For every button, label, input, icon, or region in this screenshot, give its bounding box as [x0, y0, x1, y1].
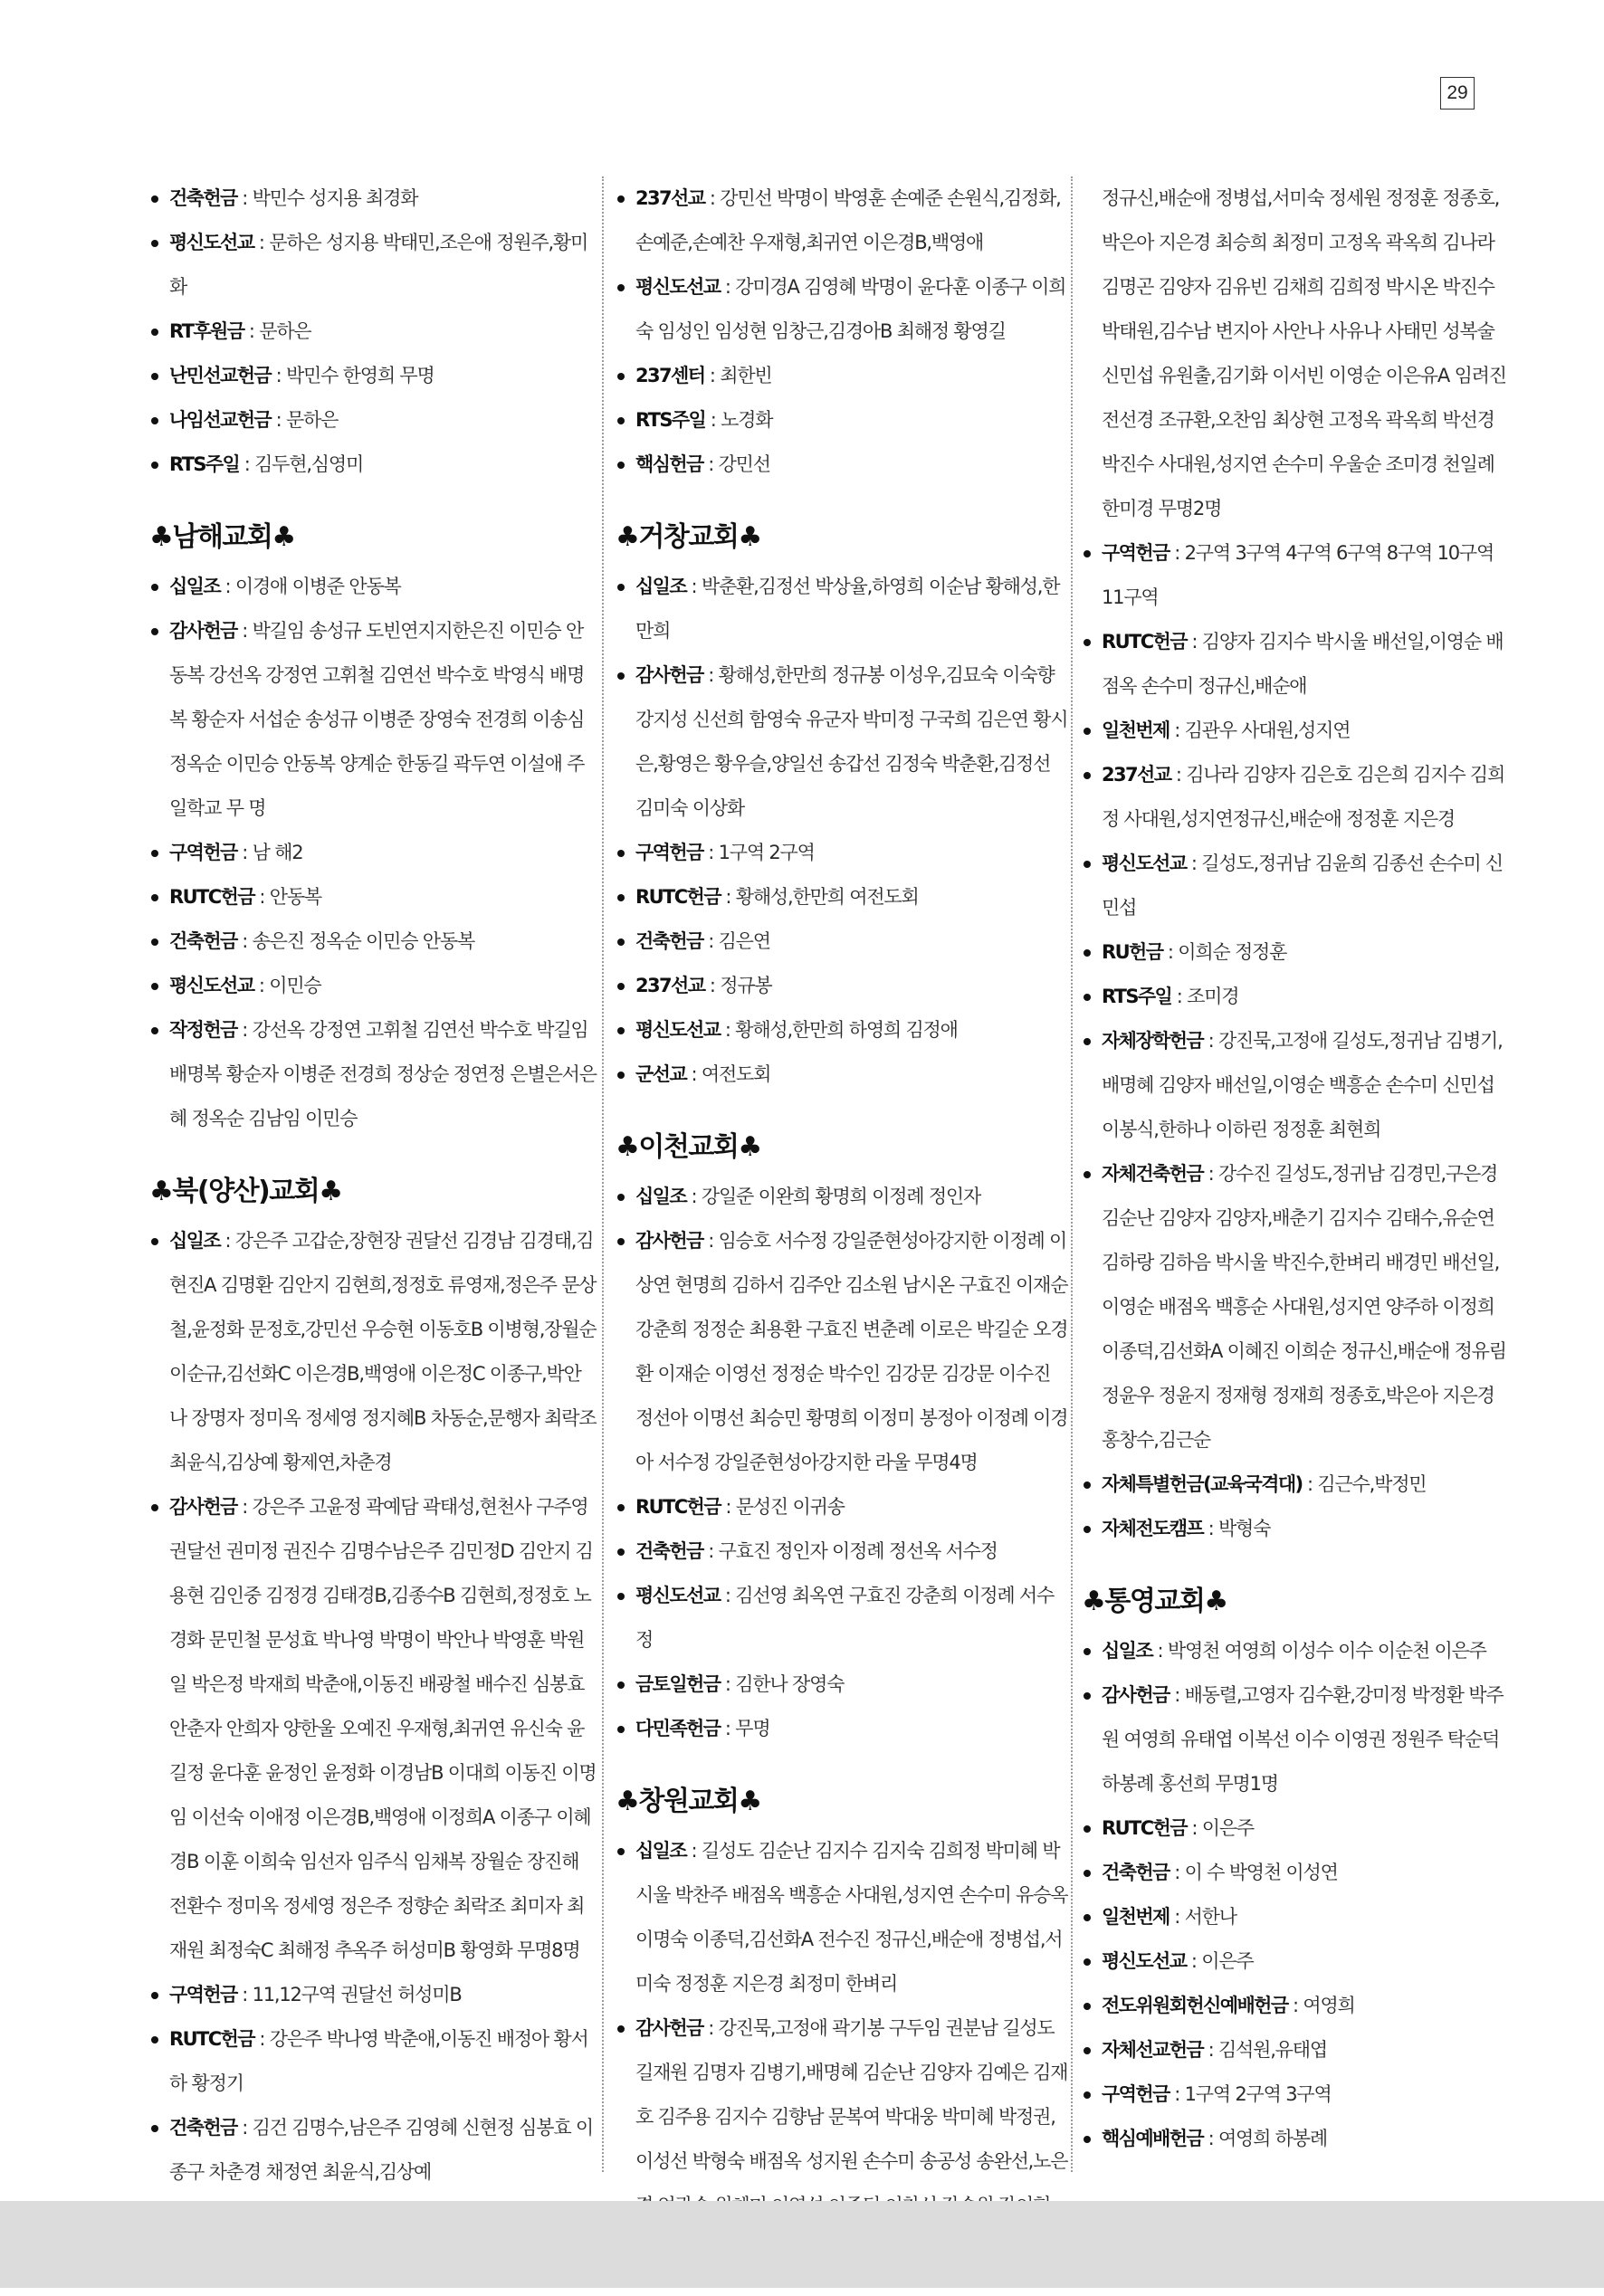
church-section	[1082, 176, 1516, 1551]
offering-category: 평신도선교	[169, 975, 254, 996]
offering-category: 건축헌금	[1102, 1862, 1170, 1883]
donor-names: : 이 수 박영천 이성연	[1169, 1862, 1338, 1883]
donor-names: : 강은주 박나영 박춘애,이동진 배정아 황서하 황정기	[169, 2028, 588, 2094]
offering-entry	[616, 1008, 1068, 1053]
offering-category: 십일조	[169, 1230, 221, 1252]
offering-category: 구역헌금	[1102, 2083, 1170, 2105]
offering-category: 감사헌금	[1102, 1684, 1170, 1706]
donor-names: : 강은주 고윤정 곽예담 곽태성,현천사 구주영 권달선 권미정 권진수 김명수남은주 김민정D 김안지 김용현 김인중 김정경 김태경B,김종수B 김현희,정정호 노경화 문민철 문성효 박나영 박명이 박안나 박영훈 박원일 박은정 박재희 박춘애,이동진 배광철 배수진 심봉효 안춘자 안희자 양한울 오예진 우재형,최귀연 유신숙 윤길정 윤다훈 윤정인 윤정화 이경남B 이대희 이동진 이명임 이선숙 이애정 이은경B,백영애 이정희A 이종구 이혜경B 이훈 이희숙 임선자 임주식 임채복 장월순 장진해 전환수 정미옥 정세영 정은주 정향순 최락조 최미자 최재원 최정숙C 최해정 추옥주 허성미B 황영화 무명8명	[169, 1496, 597, 1961]
donor-names: : 박민수 성지용 최경화	[236, 187, 418, 209]
offering-category: 자체선교헌금	[1102, 2039, 1204, 2061]
donor-names: : 조미경	[1171, 986, 1239, 1007]
offering-entry	[1082, 620, 1516, 709]
offering-entry	[1082, 1806, 1516, 1851]
church-name: 북(양산)교회	[172, 1176, 320, 1207]
donor-names: : 김건 김명수,남은주 김영혜 신현정 심봉효 이종구 차춘경 채정연 최윤식,김상예	[169, 2117, 593, 2183]
offering-entry	[616, 398, 1068, 443]
offering-category: 십일조	[635, 1186, 687, 1207]
offering-category: 건축헌금	[635, 930, 703, 952]
donor-names: : 송은진 정옥순 이민승 안동복	[236, 930, 475, 952]
offering-category: 237선교	[635, 187, 705, 209]
donor-names: : 11,12구역 권달선 허성미B	[236, 1984, 462, 2005]
offering-category: RU헌금	[1102, 941, 1163, 963]
donor-names: : 이은주	[1186, 1950, 1254, 1972]
club-icon: ♣	[738, 521, 761, 553]
donor-names: : 박형숙	[1203, 1518, 1271, 1539]
donor-names: : 여영희 하봉례	[1203, 2128, 1327, 2149]
donor-names: : 김석원,유태엽	[1203, 2039, 1327, 2061]
donor-names: : 강진묵,고정애 길성도,정귀남 김병기,배명혜 김양자 배선일,이영순 백흥순 손수미 신민섭 이봉식,한하나 이하린 정정훈 최현희	[1102, 1030, 1503, 1140]
offering-entry	[616, 1485, 1068, 1529]
offering-entry	[616, 176, 1068, 265]
offering-entry	[1082, 975, 1516, 1019]
donor-names: : 정규봉	[704, 975, 772, 996]
club-icon: ♣	[616, 521, 639, 553]
church-name: 통영교회	[1104, 1586, 1205, 1617]
donor-names: : 1구역 2구역	[702, 842, 815, 863]
offering-category: 자체특별헌금(교육국격대)	[1102, 1473, 1303, 1495]
offering-category: 십일조	[169, 576, 221, 597]
offering-entry	[616, 1529, 1068, 1574]
offering-category: RUTC헌금	[169, 886, 254, 908]
offering-category: 작정헌금	[169, 1019, 237, 1041]
donor-names: : 문하은	[243, 320, 311, 342]
offering-category: 감사헌금	[169, 620, 237, 642]
offering-entry	[616, 1829, 1068, 2006]
offering-category: 자체건축헌금	[1102, 1163, 1204, 1185]
club-icon: ♣	[1082, 1586, 1105, 1617]
offering-entry	[149, 2017, 597, 2106]
offering-entry	[149, 1973, 597, 2017]
offering-entry	[149, 310, 597, 354]
offering-entry	[149, 398, 597, 443]
club-icon: ♣	[149, 521, 173, 553]
offering-category: RUTC헌금	[635, 1496, 721, 1518]
offering-entry	[149, 354, 597, 398]
club-icon: ♣	[738, 1786, 761, 1817]
donor-names: : 김관우 사대원,성지연	[1169, 719, 1351, 741]
offering-entry	[1082, 1152, 1516, 1462]
offering-entry	[1082, 2072, 1516, 2117]
offering-entry	[149, 1008, 597, 1141]
offering-category: 구역헌금	[169, 1984, 237, 2005]
offering-category: 건축헌금	[169, 2117, 237, 2139]
donor-names: : 여영희	[1287, 1995, 1355, 2016]
donor-names: : 강민선 박명이 박영훈 손예준 손원식,김정화,손예준,손예찬 우재형,최귀연 이은경B,백영애	[635, 187, 1061, 253]
offering-entry	[149, 831, 597, 875]
donor-names: : 2구역 3구역 4구역 6구역 8구역 10구역 11구역	[1102, 542, 1494, 608]
offering-category: 군선교	[635, 1063, 687, 1085]
offering-category: 다민족헌금	[635, 1718, 721, 1739]
donor-names: : 길성도,정귀남 김윤희 김종선 손수미 신민섭	[1102, 853, 1504, 919]
donor-names: : 최한빈	[704, 365, 772, 386]
offering-entry	[1082, 753, 1516, 842]
offering-category: 감사헌금	[635, 664, 703, 686]
offering-entry	[149, 443, 597, 487]
offering-category: 237선교	[1102, 764, 1171, 786]
church-name: 창원교회	[638, 1786, 739, 1817]
offering-category: 자체전도캠프	[1102, 1518, 1204, 1539]
offering-category: 평신도선교	[635, 1019, 721, 1041]
offering-entry	[149, 919, 597, 964]
donor-names: : 서한나	[1169, 1906, 1236, 1928]
offering-category: RTS주일	[635, 409, 706, 431]
offering-entry	[616, 919, 1068, 964]
offering-entry	[616, 1219, 1068, 1485]
offering-entry	[1082, 1673, 1516, 1806]
offering-entry	[149, 2106, 597, 2195]
donor-names: : 박춘환,김정선 박상율,하영희 이순남 황해성,한만희	[635, 576, 1060, 642]
offering-entry	[1082, 1462, 1516, 1507]
church-title	[149, 510, 597, 565]
offering-entry	[1082, 531, 1516, 620]
offering-category: 평신도선교	[1102, 853, 1187, 874]
footer-band	[0, 2201, 1604, 2288]
donor-names: : 문하은	[271, 409, 339, 431]
club-icon: ♣	[738, 1131, 761, 1163]
offering-category: 237선교	[635, 975, 705, 996]
offering-entry	[616, 265, 1068, 354]
offering-entry	[616, 565, 1068, 653]
offering-category: RUTC헌금	[635, 886, 721, 908]
offering-category: 일천번제	[1102, 1906, 1170, 1928]
offering-category: 평신도선교	[1102, 1950, 1187, 1972]
donor-names: : 강은주 고갑순,장현장 권달선 김경남 김경태,김현진A 김명환 김안지 김현희,정정호 류영재,정은주 문상철,윤정화 문정호,강민선 우승현 이동호B 이병형,장월순 이순규,김선화C 이은경B,백영애 이은정C 이종구,박안나 장명자 정미옥 정세영 정지혜B 차동순,문행자 최락조 최윤식,김상예 황제연,차춘경	[169, 1230, 597, 1473]
donor-names: : 강민선	[702, 453, 770, 475]
offering-entry	[616, 1175, 1068, 1219]
donor-names: : 무명	[720, 1718, 770, 1739]
offering-category: 난민선교헌금	[169, 365, 272, 386]
offering-entry	[616, 1574, 1068, 1662]
donor-names: : 여전도회	[686, 1063, 771, 1085]
club-icon: ♣	[616, 1131, 639, 1163]
donor-names: : 이은주	[1186, 1817, 1255, 1839]
offering-category: 구역헌금	[1102, 542, 1170, 564]
church-section	[149, 510, 597, 1141]
offering-category: 감사헌금	[635, 2017, 703, 2039]
club-icon: ♣	[319, 1176, 342, 1207]
church-section	[616, 1120, 1068, 1751]
offering-entry	[149, 964, 597, 1008]
church-title	[616, 510, 1068, 565]
offering-entry	[616, 354, 1068, 398]
offering-entry	[149, 1485, 597, 1973]
offering-entry	[1082, 1984, 1516, 2028]
donor-names: : 구효진 정인자 이정례 정선옥 서수정	[702, 1540, 998, 1562]
offering-entry	[1082, 2028, 1516, 2072]
offering-category: 건축헌금	[169, 187, 237, 209]
offering-entry	[149, 609, 597, 831]
donor-names: : 박길임 송성규 도빈연지지한은진 이민승 안동복 강선옥 강정연 고휘철 김연선 박수호 박영식 배명복 황순자 서섭순 송성규 이병준 장영숙 전경희 이송심 정옥순 이민승 안동복 양계순 한동길 곽두연 이설애 주일학교 무 명	[169, 620, 585, 819]
donor-names: : 문하은 성지용 박태민,조은애 정원주,황미화	[169, 232, 588, 298]
offering-entry	[616, 443, 1068, 487]
church-section	[616, 176, 1068, 487]
offering-entry	[1082, 842, 1516, 930]
donor-names: : 이희순 정정훈	[1162, 941, 1287, 963]
offering-category: 평신도선교	[635, 276, 721, 298]
club-icon: ♣	[616, 1786, 639, 1817]
donor-names: : 박영천 여영희 이성수 이수 이순천 이은주	[1152, 1640, 1486, 1662]
offering-entry	[616, 653, 1068, 831]
donor-names: : 이경애 이병준 안동복	[220, 576, 401, 597]
donor-names: : 1구역 2구역 3구역	[1169, 2083, 1332, 2105]
offering-entry	[1082, 176, 1516, 531]
club-icon: ♣	[272, 521, 295, 553]
offering-entry	[616, 1662, 1068, 1707]
offering-category: 평신도선교	[635, 1585, 721, 1606]
column-2	[616, 176, 1068, 2296]
offering-entry	[1082, 1019, 1516, 1152]
church-name: 이천교회	[638, 1131, 739, 1163]
donor-names: : 황해성,한만희 하영희 김정애	[720, 1019, 958, 1041]
offering-category: RTS주일	[169, 453, 240, 475]
church-title	[616, 1120, 1068, 1175]
offering-category: 건축헌금	[635, 1540, 703, 1562]
offering-entry	[1082, 1629, 1516, 1673]
offering-entry	[1082, 930, 1516, 975]
offering-category: RUTC헌금	[1102, 1817, 1187, 1839]
column-divider	[1071, 176, 1073, 2172]
offering-entry	[1082, 1507, 1516, 1551]
donor-names: : 남 해2	[236, 842, 303, 863]
donor-names: : 강수진 길성도,정귀남 김경민,구은경 김순난 김양자 김양자,배춘기 김지수 김태수,유순연 김하랑 김하음 박시울 박진수,한벼리 배경민 배선일,이영순 배점옥 백흥순 사대원,성지연 양주하 이정희 이종덕,김선화A 이혜진 이희순 정규신,배순애 정유림 정윤우 정윤지 정재형 정재희 정종호,박은아 지은경 홍창수,김근순	[1102, 1163, 1506, 1451]
offering-entry	[149, 176, 597, 221]
offering-entry	[616, 1707, 1068, 1751]
column-3	[1082, 176, 1516, 2185]
offering-category: 핵심헌금	[635, 453, 703, 475]
offering-category: 감사헌금	[635, 1230, 703, 1252]
offering-entry	[1082, 1851, 1516, 1895]
offering-category: 평신도선교	[169, 232, 254, 253]
donor-names: : 임승호 서수정 강일준현성아강지한 이정례 이상연 현명희 김하서 김주안 김소원 남시온 구효진 이재순 강춘희 정정순 최용환 구효진 변춘례 이로은 박길순 오경환 이재순 이영선 정정순 박수인 김강문 김강문 이수진 정선아 이명선 최승민 황명희 이정미 봉정아 이정례 이경아 서수정 강일준현성아강지한 라울 무명4명	[635, 1230, 1068, 1473]
offering-category: RT후원금	[169, 320, 244, 342]
church-section	[616, 1775, 1068, 2272]
donor-names: : 김한나 장영숙	[720, 1673, 845, 1695]
offering-category: 핵심예배헌금	[1102, 2128, 1204, 2149]
page-number: 29	[1440, 77, 1475, 110]
donor-names: : 강선옥 강정연 고휘철 김연선 박수호 박길임 배명복 황순자 이병준 전경희 정상순 정연정 은별은서은혜 정옥순 김남임 이민승	[169, 1019, 597, 1129]
offering-category: 전도위원회헌신예배헌금	[1102, 1995, 1288, 2016]
donor-names: : 김두현,심영미	[239, 453, 364, 475]
offering-category: 237센터	[635, 365, 705, 386]
offering-category: 나임선교헌금	[169, 409, 272, 431]
offering-category: 금토일헌금	[635, 1673, 721, 1695]
church-section	[616, 510, 1068, 1097]
offering-entry	[149, 565, 597, 609]
offering-entry	[616, 875, 1068, 919]
offering-category: RUTC헌금	[169, 2028, 254, 2050]
offering-category: 일천번제	[1102, 719, 1170, 741]
offering-entry	[616, 831, 1068, 875]
donor-names: : 길성도 김순난 김지수 김지숙 김희정 박미혜 박시울 박찬주 배점옥 백흥순 사대원,성지연 손수미 유승옥 이명숙 이종덕,김선화A 전수진 정규신,배순애 정병섭,서미숙 정정훈 지은경 최정미 한벼리	[635, 1840, 1068, 1995]
donor-names: : 배동렬,고영자 김수환,강미정 박정환 박주원 여영희 유태엽 이복선 이수 이영권 정원주 탁순덕 하봉례 홍선희 무명1명	[1102, 1684, 1504, 1795]
offering-category: 건축헌금	[169, 930, 237, 952]
church-title	[1082, 1575, 1516, 1629]
donor-names: : 박민수 한영희 무명	[271, 365, 434, 386]
offering-category: 십일조	[635, 576, 687, 597]
church-section	[1082, 1575, 1516, 2161]
club-icon: ♣	[149, 1176, 173, 1207]
offering-entry	[616, 1053, 1068, 1097]
donor-names: : 이민승	[253, 975, 321, 996]
offering-category: RUTC헌금	[1102, 631, 1187, 653]
church-name: 거창교회	[638, 521, 739, 553]
offering-category: 자체장학헌금	[1102, 1030, 1204, 1052]
donor-names: : 강일준 이완희 황명희 이정례 정인자	[686, 1186, 981, 1207]
donor-names: : 황해성,한만희 정규봉 이성우,김묘숙 이숙향 강지성 신선희 함영숙 유군자 박미정 구국희 김은연 황시은,황영은 황우슬,양일선 송갑선 김정숙 박춘환,김정선 김미숙 이상화	[635, 664, 1068, 819]
church-title	[149, 1165, 597, 1219]
offering-entry	[1082, 1939, 1516, 1984]
donor-names: 정규신,배순애 정병섭,서미숙 정세원 정정훈 정종호,박은아 지은경 최승희 최정미 고정옥 곽옥희 김나라 김명곤 김양자 김유빈 김채희 김희정 박시온 박진수 박태원,김수남 변지아 사안나 사유나 사태민 성복술 신민섭 유원출,김기화 이서빈 이영순 이은유A 임려진 전선경 조규환,오찬임 최상현 고정옥 곽옥희 박선경 박진수 사대원,성지연 손수미 우울순 조미경 천일례 한미경 무명2명	[1102, 187, 1506, 519]
offering-category: RTS주일	[1102, 986, 1172, 1007]
offering-entry	[149, 221, 597, 310]
donor-names: : 안동복	[253, 886, 322, 908]
offering-entry	[149, 1219, 597, 1485]
donor-names: : 김양자 김지수 박시울 배선일,이영순 배점옥 손수미 정규신,배순애	[1102, 631, 1504, 697]
offering-entry	[1082, 1895, 1516, 1939]
donor-names: : 문성진 이귀송	[720, 1496, 845, 1518]
donor-names: : 김선영 최옥연 구효진 강춘희 이정례 서수정	[635, 1585, 1055, 1651]
column-divider	[602, 176, 604, 2172]
donor-names: : 김은연	[702, 930, 770, 952]
donor-names: : 김근수,박정민	[1302, 1473, 1427, 1495]
donor-names: : 강미경A 김영혜 박명이 윤다훈 이종구 이희숙 임성인 임성현 임창근,김경아B 최해정 황영길	[635, 276, 1066, 342]
offering-entry	[1082, 2117, 1516, 2161]
donor-names: : 노경화	[705, 409, 773, 431]
offering-category: 감사헌금	[169, 1496, 237, 1518]
church-title	[616, 1775, 1068, 1829]
church-name: 남해교회	[172, 521, 272, 553]
church-section	[149, 176, 597, 487]
offering-entry	[149, 875, 597, 919]
donor-names: : 김나라 김양자 김은호 김은희 김지수 김희정 사대원,성지연정규신,배순애 정정훈 지은경	[1102, 764, 1505, 830]
donor-names: : 황해성,한만희 여전도회	[720, 886, 919, 908]
offering-category: 구역헌금	[169, 842, 237, 863]
column-1	[149, 176, 597, 2263]
church-section	[149, 1165, 597, 2239]
offering-entry	[616, 964, 1068, 1008]
club-icon: ♣	[1204, 1586, 1227, 1617]
offering-category: 구역헌금	[635, 842, 703, 863]
offering-category: 십일조	[635, 1840, 687, 1862]
offering-entry	[1082, 709, 1516, 753]
offering-category: 십일조	[1102, 1640, 1153, 1662]
donor-names: : 강진묵,고정애 곽기봉 구두임 권분남 길성도 길재원 김명자 김병기,배명혜 김순난 김양자 김예은 김재호 김주용 김지수 김향남 문복여 박대웅 박미혜 박정권,이성선 박형숙 배점옥 성지원 손수미 송공성 송완선,노은	[635, 2017, 1068, 2172]
